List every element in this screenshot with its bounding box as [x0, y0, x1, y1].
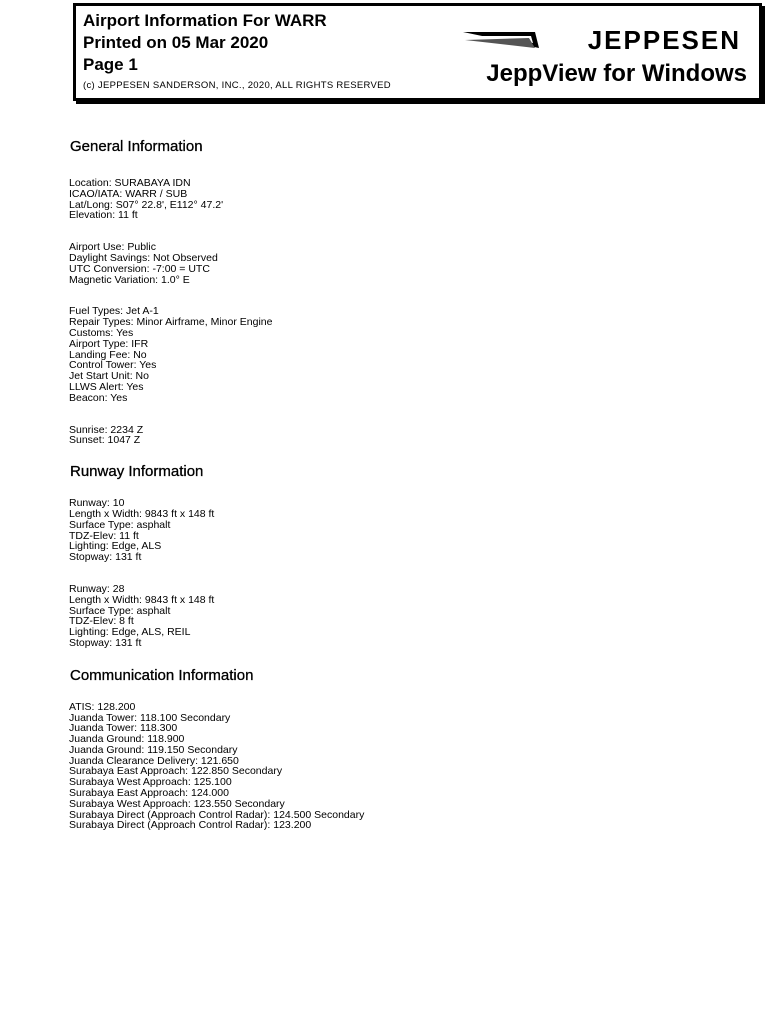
info-line: Fuel Types: Jet A-1 — [69, 305, 159, 318]
info-line: ATIS: 128.200 — [69, 700, 136, 713]
runway-28 — [69, 584, 759, 649]
printed-date: Printed on 05 Mar 2020 — [83, 33, 269, 52]
info-line: Surface Type: asphalt — [69, 604, 171, 617]
info-line: UTC Conversion: -7:00 = UTC — [69, 262, 210, 275]
info-line: Landing Fee: No — [69, 348, 147, 361]
product-name: JeppView for Windows — [486, 60, 747, 87]
info-line: Surabaya Direct (Approach Control Radar): 123.200 — [69, 819, 312, 832]
info-line: Beacon: Yes — [69, 391, 128, 404]
info-line: Juanda Tower: 118.300 — [69, 722, 178, 735]
runway-10 — [69, 498, 759, 563]
brand-area — [461, 22, 751, 96]
info-line: Airport Use: Public — [69, 241, 156, 254]
info-line: Surabaya West Approach: 123.550 Secondary — [69, 797, 285, 810]
info-line: LLWS Alert: Yes — [69, 380, 144, 393]
report-title: Airport Information For WARR — [83, 11, 327, 30]
info-line: Surabaya East Approach: 124.000 — [69, 787, 229, 800]
info-line: TDZ-Elev: 11 ft — [69, 529, 139, 542]
info-line: Lat/Long: S07° 22.8', E112° 47.2' — [69, 198, 224, 211]
info-line: Repair Types: Minor Airframe, Minor Engine — [69, 316, 273, 329]
info-line: Lighting: Edge, ALS — [69, 540, 162, 553]
info-line: Elevation: 11 ft — [69, 209, 138, 222]
page-number: Page 1 — [83, 55, 138, 74]
section-title-runway: Runway Information — [70, 463, 204, 481]
info-line: Runway: 10 — [69, 497, 125, 510]
info-line: Control Tower: Yes — [69, 359, 157, 372]
section-title-communication: Communication Information — [70, 666, 254, 684]
info-line: Surface Type: asphalt — [69, 518, 171, 531]
info-line: Customs: Yes — [69, 326, 134, 339]
info-line: Airport Type: IFR — [69, 337, 149, 350]
swoosh-icon — [461, 24, 541, 56]
header-box — [73, 3, 762, 101]
communication-frequencies — [69, 702, 759, 832]
info-line: Surabaya West Approach: 125.100 — [69, 776, 232, 789]
jeppesen-logo — [461, 24, 741, 56]
info-line: Surabaya Direct (Approach Control Radar): 124.500 Secondary — [69, 808, 365, 821]
logo-wordmark: JEPPESEN — [587, 25, 741, 55]
info-line: Sunrise: 2234 Z — [69, 423, 144, 436]
info-line: Runway: 28 — [69, 582, 125, 595]
info-line: Sunset: 1047 Z — [69, 434, 141, 447]
section-title-general: General Information — [70, 138, 203, 155]
report-body — [69, 138, 759, 831]
info-line: Daylight Savings: Not Observed — [69, 251, 218, 264]
info-line: Magnetic Variation: 1.0° E — [69, 273, 190, 286]
info-line: Stopway: 131 ft — [69, 636, 142, 649]
info-line: Location: SURABAYA IDN — [69, 177, 191, 189]
info-line: Jet Start Unit: No — [69, 370, 149, 383]
info-line: Length x Width: 9843 ft x 148 ft — [69, 593, 215, 606]
info-line: Juanda Ground: 118.900 — [69, 733, 185, 746]
info-line: TDZ-Elev: 8 ft — [69, 615, 134, 628]
general-usage — [69, 242, 759, 285]
general-sun — [69, 425, 759, 447]
info-line: Length x Width: 9843 ft x 148 ft — [69, 507, 215, 520]
info-line: Lighting: Edge, ALS, REIL — [69, 626, 191, 639]
header-info — [83, 10, 391, 92]
general-location — [69, 178, 759, 221]
info-line: Juanda Ground: 119.150 Secondary — [69, 743, 238, 756]
copyright-notice: (c) JEPPESEN SANDERSON, INC., 2020, ALL RIGHTS RESERVED — [83, 80, 391, 91]
info-line: Stopway: 131 ft — [69, 551, 142, 564]
info-line: Surabaya East Approach: 122.850 Secondary — [69, 765, 283, 778]
info-line: ICAO/IATA: WARR / SUB — [69, 187, 188, 200]
info-line: Juanda Clearance Delivery: 121.650 — [69, 754, 239, 767]
info-line: Juanda Tower: 118.100 Secondary — [69, 711, 231, 724]
general-services — [69, 306, 759, 403]
